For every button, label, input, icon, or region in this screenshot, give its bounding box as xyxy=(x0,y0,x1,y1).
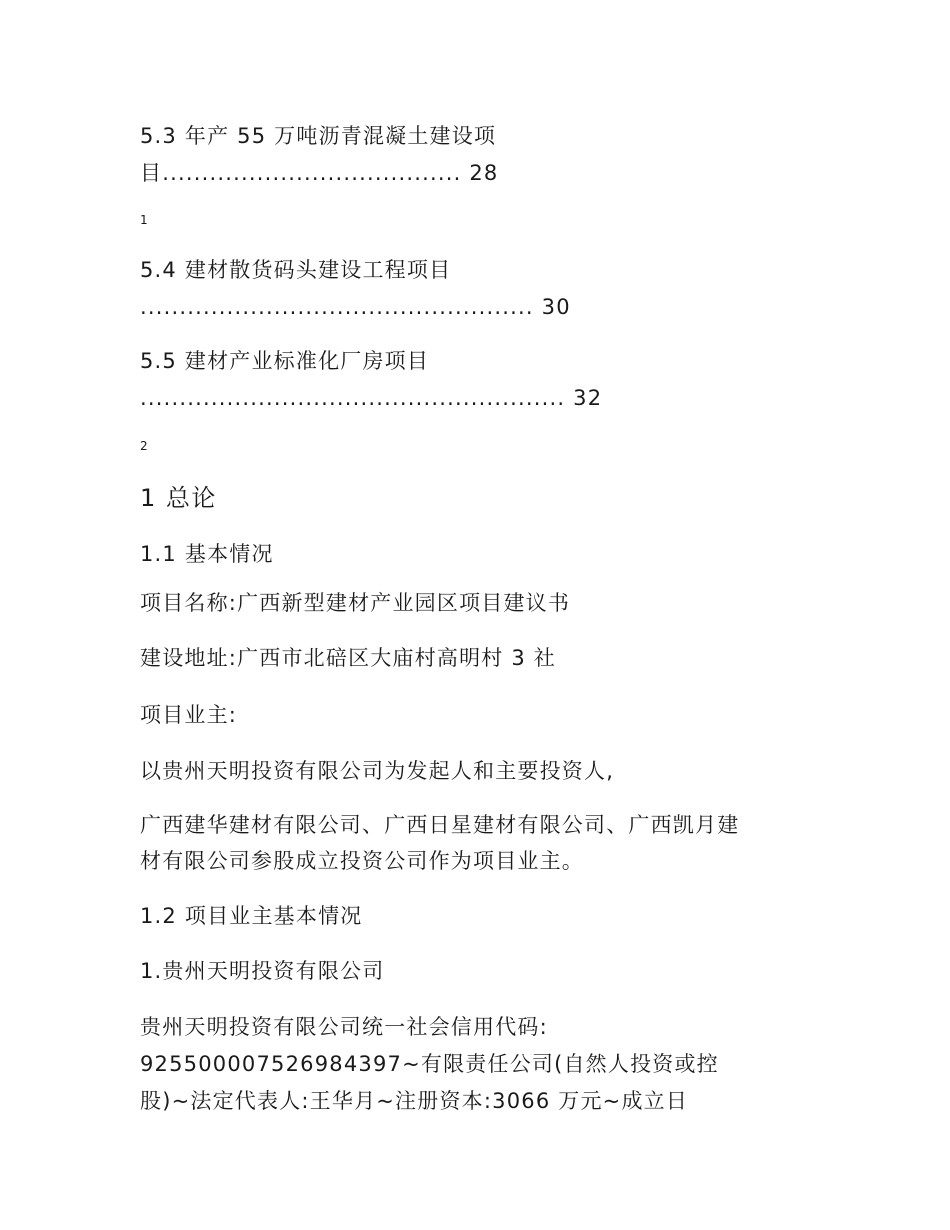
toc-item-5-5-line2: ...................................................... 32 xyxy=(140,386,603,410)
toc-item-5-3-line2: 目...................................... 28 xyxy=(140,161,499,185)
page-footnote-1: 1 xyxy=(140,213,148,227)
toc-item-5-4-line1: 5.4 建材散货码头建设工程项目 xyxy=(140,258,452,282)
chapter-title: 1 总论 xyxy=(140,484,217,512)
toc-item-5-3-line1: 5.3 年产 55 万吨沥青混凝土建设项 xyxy=(140,124,497,148)
page-footnote-2: 2 xyxy=(140,439,148,453)
toc-item-5-5-line1: 5.5 建材产业标准化厂房项目 xyxy=(140,349,430,373)
owner-label: 项目业主: xyxy=(140,703,238,727)
company-text-line2: 925500007526984397~有限责任公司(自然人投资或控 xyxy=(140,1052,719,1076)
project-name: 项目名称:广西新型建材产业园区项目建议书 xyxy=(140,591,571,615)
owner-text-line3: 材有限公司参股成立投资公司作为项目业主。 xyxy=(140,849,584,873)
company-text-line1: 贵州天明投资有限公司统一社会信用代码: xyxy=(140,1015,548,1039)
project-address: 建设地址:广西市北碚区大庙村高明村 3 社 xyxy=(140,646,556,670)
company-text-line3: 股)~法定代表人:王华月~注册资本:3066 万元~成立日 xyxy=(140,1089,689,1113)
toc-item-5-4-line2: .................................................. 30 xyxy=(140,295,571,319)
owner-text-line2: 广西建华建材有限公司、广西日星建材有限公司、广西凯月建 xyxy=(140,813,740,837)
section-heading-1-1: 1.1 基本情况 xyxy=(140,542,274,566)
owner-text-line1: 以贵州天明投资有限公司为发起人和主要投资人, xyxy=(140,759,615,783)
company-heading: 1.贵州天明投资有限公司 xyxy=(140,959,385,983)
section-heading-1-2: 1.2 项目业主基本情况 xyxy=(140,904,363,928)
